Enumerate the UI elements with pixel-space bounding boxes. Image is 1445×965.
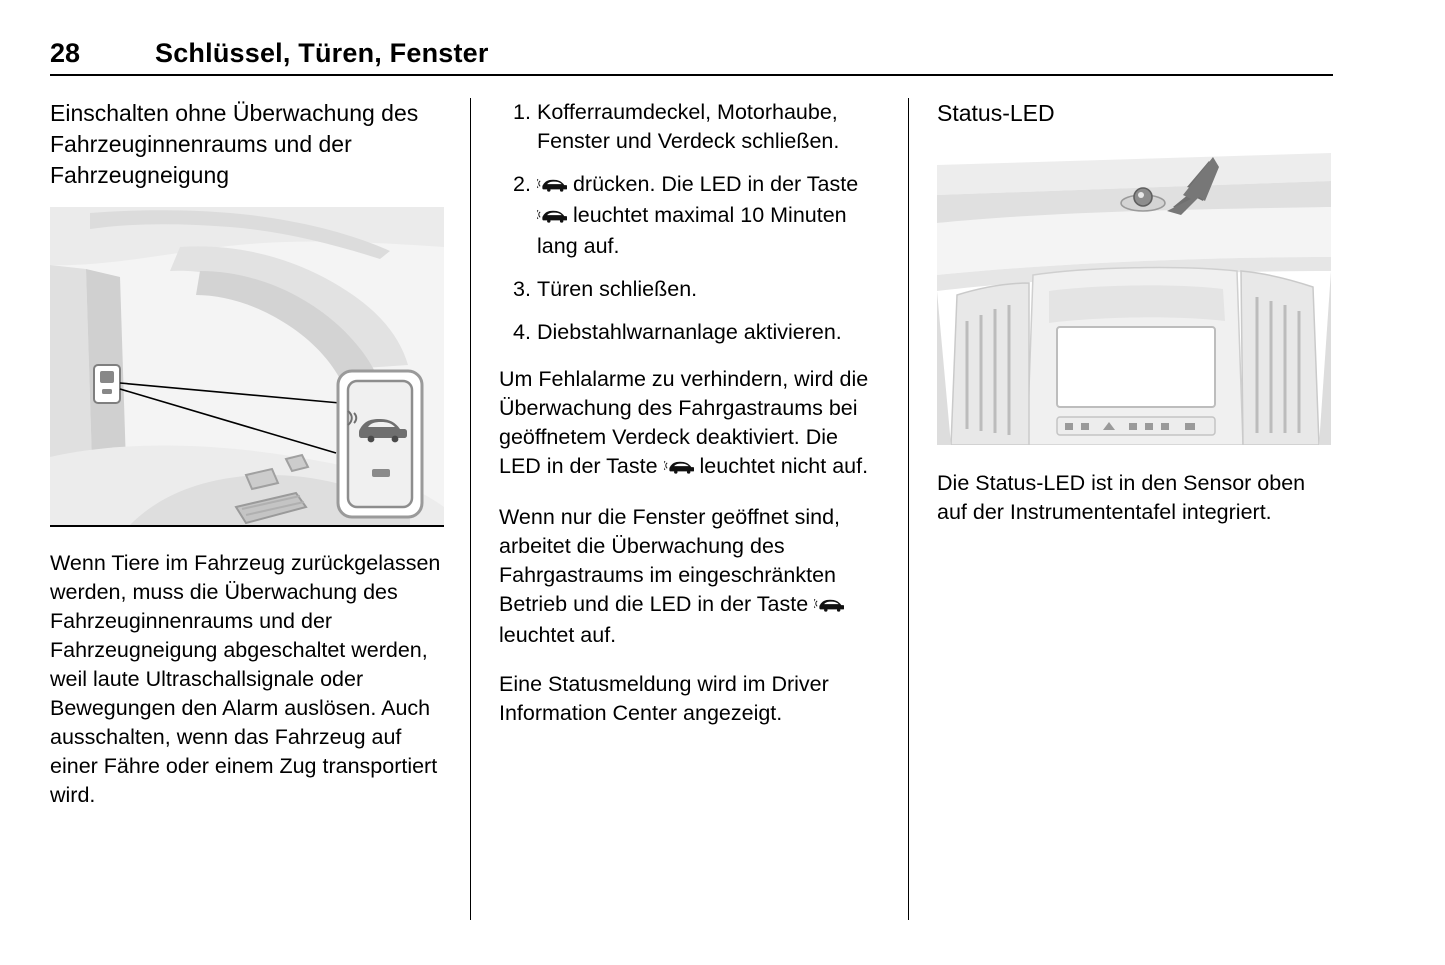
- list-item: [499, 98, 882, 156]
- column-left: [50, 98, 470, 920]
- paragraph-right: Die Status-LED ist in den Sensor oben auf der Instrumententafel integriert.: [937, 471, 1306, 524]
- section-title-right: Status-LED: [937, 100, 1055, 126]
- header-divider: [50, 74, 1333, 76]
- paragraph-middle-3: Eine Statusmeldung wird im Driver Information Center angezeigt.: [499, 672, 829, 725]
- car-interior-sensor-icon-svg: [537, 173, 567, 193]
- interior-monitoring-switch-small: [94, 365, 120, 403]
- paragraph-middle-1-part1: Um Fehlalarme zu verhindern, wird die Überwachung des Fahrgastraums bei geöffnetem Verdeck deaktiviert. Die LED in der Taste: [499, 367, 869, 478]
- car-interior-sensor-icon-svg: [537, 204, 567, 224]
- paragraph-middle-2-part2: leuchtet auf.: [499, 623, 617, 647]
- step-2-text-b: leuchtet maximal 10 Minuten lang auf.: [537, 203, 847, 258]
- paragraph-middle-1-part2: leuchtet nicht auf.: [699, 454, 869, 478]
- step-3-text: Türen schließen.: [537, 277, 698, 301]
- interior-monitoring-button-callout: [338, 371, 422, 517]
- car-interior-sensor-icon: [664, 454, 694, 483]
- section-title-left: Einschalten ohne Überwachung des Fahrzeuginnenraums und der Fahrzeugneigung: [50, 100, 419, 188]
- step-1-text: Kofferraumdeckel, Motorhaube, Fenster und Verdeck schließen.: [537, 100, 840, 153]
- list-item: [499, 170, 882, 261]
- list-item: [499, 275, 882, 304]
- dashboard-illustration-svg: [937, 145, 1331, 445]
- page-header: [50, 38, 1333, 69]
- air-vent-left: [951, 283, 1029, 445]
- chapter-title: Schlüssel, Türen, Fenster: [155, 38, 489, 68]
- paragraph-left: Wenn Tiere im Fahrzeug zurückgelassen werden, muss die Überwachung des Fahrzeuginnenraums und der Fahrzeugneigung abgeschaltet werden, weil laute Ultraschallsignale oder Bewegungen den Alarm auslösen. Auch ausschalten, wenn das Fahrzeug auf einer Fähre oder einem Zug transportiert wird.: [50, 551, 441, 807]
- page-columns: [50, 98, 1333, 920]
- page-number: 28: [50, 38, 81, 68]
- car-interior-sensor-icon-svg: [664, 455, 694, 475]
- column-middle: [471, 98, 908, 920]
- paragraph-middle-2: [499, 503, 882, 650]
- footwell-illustration-svg: [50, 207, 444, 527]
- paragraph-middle-2-part1: Wenn nur die Fenster geöffnet sind, arbeitet die Überwachung des Fahrgastraums im eingeschränkten Betrieb und die LED in der Taste: [499, 505, 841, 616]
- column-right: [909, 98, 1333, 920]
- list-item: [499, 318, 882, 347]
- car-interior-sensor-icon-svg: [814, 593, 844, 613]
- air-vent-right: [1241, 271, 1319, 445]
- illustration-status-led: [937, 145, 1331, 445]
- car-interior-sensor-icon: [814, 592, 844, 621]
- instruction-steps: [499, 98, 882, 347]
- paragraph-middle-1: [499, 365, 882, 483]
- step-2-text-a: drücken. Die LED in der Taste: [567, 172, 859, 196]
- car-interior-sensor-icon: [537, 203, 567, 232]
- car-interior-sensor-icon: [537, 172, 567, 201]
- illustration-footwell-switch: [50, 207, 444, 527]
- step-4-text: Diebstahlwarnanlage aktivieren.: [537, 320, 842, 344]
